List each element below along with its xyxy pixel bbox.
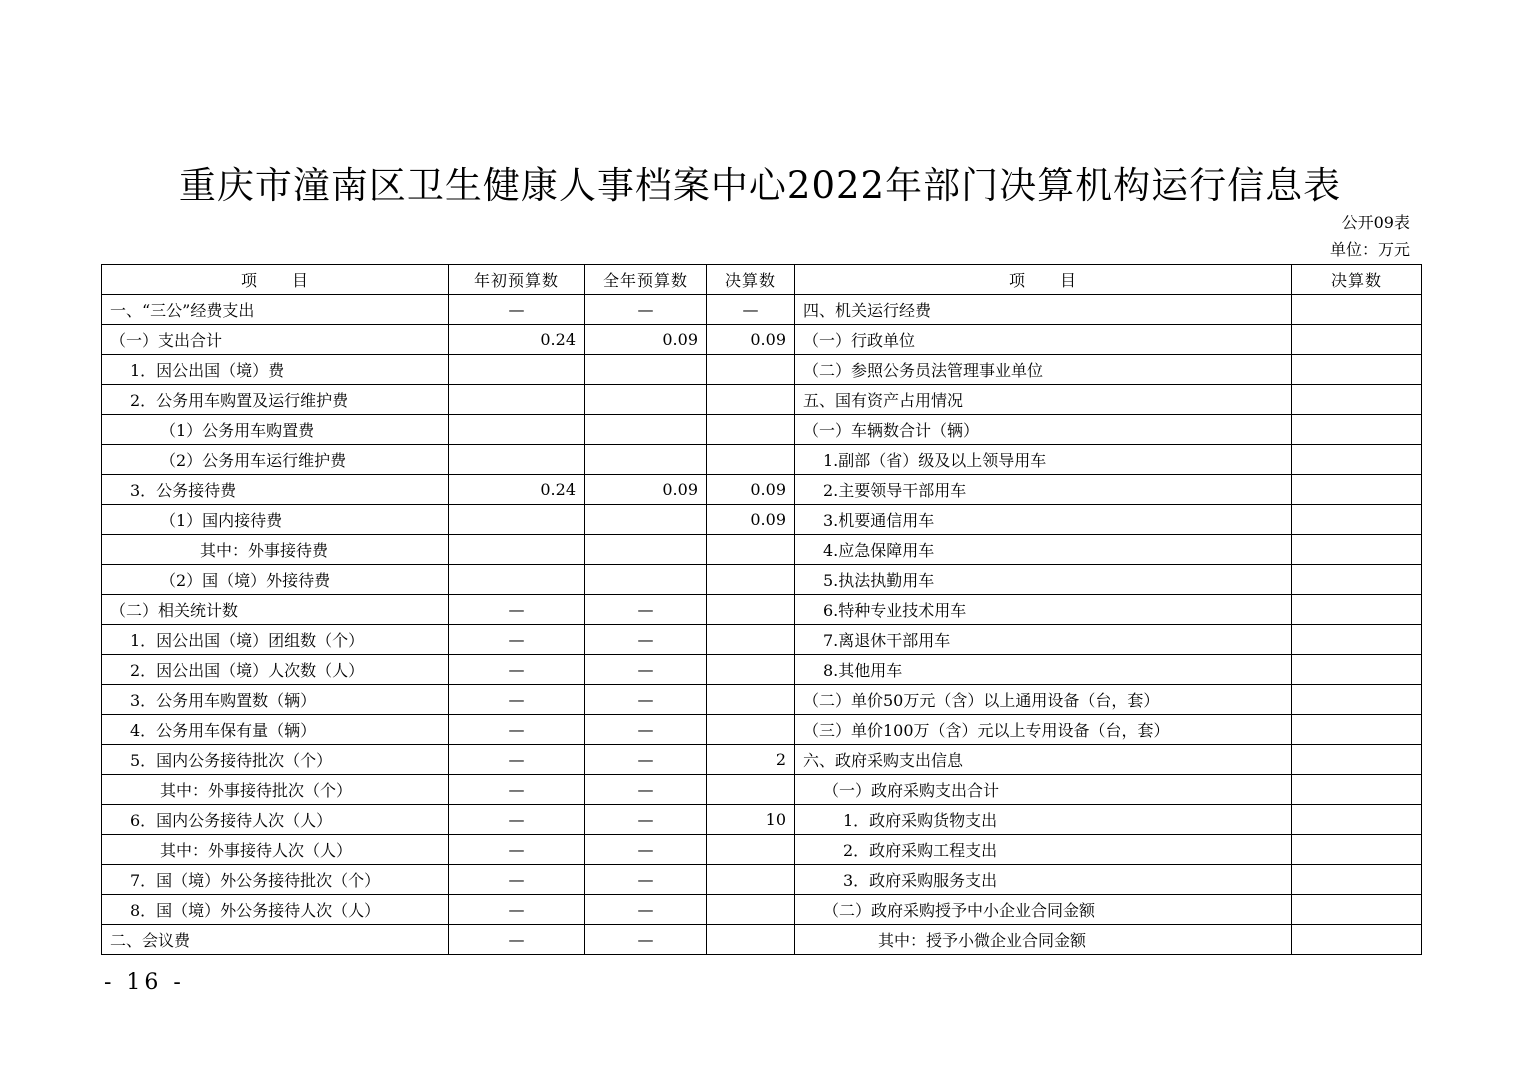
row-final-2: [1292, 595, 1422, 625]
row-budget-full: —: [585, 805, 707, 835]
row-final-2: [1292, 775, 1422, 805]
table-row: [102, 445, 1422, 475]
row-budget-full: —: [585, 775, 707, 805]
row-budget-full: —: [585, 295, 707, 325]
row-item-label: 1．因公出国（境）费: [102, 355, 449, 385]
row-item-label: 1．因公出国（境）团组数（个）: [102, 625, 449, 655]
row-item-label-2: （三）单价100万（含）元以上专用设备（台，套）: [795, 715, 1292, 745]
row-item-label: 8．国（境）外公务接待人次（人）: [102, 895, 449, 925]
row-final-2: [1292, 295, 1422, 325]
header-final: 决算数: [707, 265, 795, 295]
row-budget-initial: —: [449, 595, 585, 625]
row-final-2: [1292, 715, 1422, 745]
table-header-row: [102, 265, 1422, 295]
row-final: —: [707, 295, 795, 325]
table-row: [102, 535, 1422, 565]
table-row: [102, 295, 1422, 325]
header-budget-initial: 年初预算数: [449, 265, 585, 295]
table-row: [102, 685, 1422, 715]
row-item-label: 其中：外事接待人次（人）: [102, 835, 449, 865]
row-final-2: [1292, 565, 1422, 595]
row-final: [707, 385, 795, 415]
row-final: [707, 775, 795, 805]
row-final-2: [1292, 445, 1422, 475]
table-row: [102, 925, 1422, 955]
row-final-2: [1292, 925, 1422, 955]
row-budget-full: [585, 415, 707, 445]
row-item-label: 5．国内公务接待批次（个）: [102, 745, 449, 775]
page-number: - 16 -: [104, 970, 185, 995]
row-item-label-2: （一）行政单位: [795, 325, 1292, 355]
row-final: [707, 565, 795, 595]
row-final: [707, 865, 795, 895]
row-item-label: （一）支出合计: [102, 325, 449, 355]
header-item: 项 目: [102, 265, 449, 295]
row-item-label-2: （二）参照公务员法管理事业单位: [795, 355, 1292, 385]
row-final-2: [1292, 865, 1422, 895]
row-item-label: （1）公务用车购置费: [102, 415, 449, 445]
row-budget-initial: —: [449, 925, 585, 955]
table-row: [102, 385, 1422, 415]
row-item-label-2: （二）单价50万元（含）以上通用设备（台，套）: [795, 685, 1292, 715]
row-final-2: [1292, 325, 1422, 355]
row-final: [707, 685, 795, 715]
row-item-label: （2）公务用车运行维护费: [102, 445, 449, 475]
row-budget-full: —: [585, 655, 707, 685]
row-final: 0.09: [707, 325, 795, 355]
row-budget-initial: [449, 445, 585, 475]
table-row: [102, 895, 1422, 925]
row-final-2: [1292, 745, 1422, 775]
row-budget-full: [585, 355, 707, 385]
row-budget-initial: —: [449, 655, 585, 685]
row-item-label-2: 六、政府采购支出信息: [795, 745, 1292, 775]
table-row: [102, 655, 1422, 685]
row-budget-full: [585, 385, 707, 415]
table-row: [102, 715, 1422, 745]
row-budget-full: —: [585, 685, 707, 715]
row-item-label: 3．公务用车购置数（辆）: [102, 685, 449, 715]
row-item-label-2: 3.机要通信用车: [795, 505, 1292, 535]
row-item-label: （1）国内接待费: [102, 505, 449, 535]
row-budget-initial: —: [449, 715, 585, 745]
row-budget-initial: 0.24: [449, 475, 585, 505]
row-budget-initial: —: [449, 865, 585, 895]
row-final-2: [1292, 805, 1422, 835]
row-budget-full: [585, 445, 707, 475]
row-item-label: 2．公务用车购置及运行维护费: [102, 385, 449, 415]
row-item-label-2: （一）政府采购支出合计: [795, 775, 1292, 805]
row-budget-initial: —: [449, 895, 585, 925]
row-final: [707, 535, 795, 565]
row-item-label-2: 其中：授予小微企业合同金额: [795, 925, 1292, 955]
row-item-label: 一、“三公”经费支出: [102, 295, 449, 325]
row-budget-initial: —: [449, 295, 585, 325]
row-budget-full: —: [585, 835, 707, 865]
row-final: [707, 445, 795, 475]
row-final: 0.09: [707, 475, 795, 505]
row-budget-initial: [449, 565, 585, 595]
row-item-label: 7．国（境）外公务接待批次（个）: [102, 865, 449, 895]
row-budget-initial: —: [449, 625, 585, 655]
row-final: [707, 835, 795, 865]
row-final: 0.09: [707, 505, 795, 535]
row-item-label-2: 2．政府采购工程支出: [795, 835, 1292, 865]
row-item-label: （2）国（境）外接待费: [102, 565, 449, 595]
row-final: [707, 625, 795, 655]
row-budget-initial: [449, 355, 585, 385]
row-budget-full: —: [585, 595, 707, 625]
row-final: [707, 895, 795, 925]
row-final: 2: [707, 745, 795, 775]
row-final-2: [1292, 655, 1422, 685]
row-item-label-2: （二）政府采购授予中小企业合同金额: [795, 895, 1292, 925]
row-item-label-2: 4.应急保障用车: [795, 535, 1292, 565]
unit-label: 单位：万元: [1329, 240, 1410, 259]
row-final: 10: [707, 805, 795, 835]
row-item-label-2: 3．政府采购服务支出: [795, 865, 1292, 895]
row-item-label: 6．国内公务接待人次（人）: [102, 805, 449, 835]
row-final-2: [1292, 835, 1422, 865]
row-budget-full: [585, 535, 707, 565]
row-final-2: [1292, 535, 1422, 565]
row-budget-full: [585, 505, 707, 535]
header-final-2: 决算数: [1292, 265, 1422, 295]
row-budget-initial: [449, 535, 585, 565]
table-row: [102, 775, 1422, 805]
row-item-label: 其中：外事接待批次（个）: [102, 775, 449, 805]
row-budget-full: —: [585, 865, 707, 895]
table-row: [102, 595, 1422, 625]
table-row: [102, 475, 1422, 505]
row-item-label-2: 五、国有资产占用情况: [795, 385, 1292, 415]
table-row: [102, 835, 1422, 865]
header-budget-full: 全年预算数: [585, 265, 707, 295]
table-code: 公开09表: [1341, 213, 1410, 232]
row-final-2: [1292, 895, 1422, 925]
row-final-2: [1292, 625, 1422, 655]
row-item-label-2: 1.副部（省）级及以上领导用车: [795, 445, 1292, 475]
row-item-label-2: 四、机关运行经费: [795, 295, 1292, 325]
row-final: [707, 715, 795, 745]
row-budget-initial: —: [449, 835, 585, 865]
row-final: [707, 925, 795, 955]
row-item-label-2: 1．政府采购货物支出: [795, 805, 1292, 835]
row-budget-initial: —: [449, 775, 585, 805]
row-budget-initial: [449, 385, 585, 415]
row-budget-full: —: [585, 745, 707, 775]
row-item-label-2: 8.其他用车: [795, 655, 1292, 685]
row-item-label-2: 7.离退休干部用车: [795, 625, 1292, 655]
row-item-label-2: 6.特种专业技术用车: [795, 595, 1292, 625]
table-row: [102, 415, 1422, 445]
row-final-2: [1292, 685, 1422, 715]
row-final: [707, 415, 795, 445]
row-item-label-2: （一）车辆数合计（辆）: [795, 415, 1292, 445]
row-item-label-2: 5.执法执勤用车: [795, 565, 1292, 595]
row-budget-full: [585, 565, 707, 595]
table-row: [102, 565, 1422, 595]
row-budget-initial: [449, 505, 585, 535]
row-item-label: 3．公务接待费: [102, 475, 449, 505]
row-final: [707, 655, 795, 685]
row-final-2: [1292, 355, 1422, 385]
row-item-label: 4．公务用车保有量（辆）: [102, 715, 449, 745]
row-budget-full: 0.09: [585, 325, 707, 355]
header-item-2: 项 目: [795, 265, 1292, 295]
row-final: [707, 595, 795, 625]
row-budget-initial: —: [449, 805, 585, 835]
table-row: [102, 325, 1422, 355]
table-row: [102, 625, 1422, 655]
document-title: 重庆市潼南区卫生健康人事档案中心2022年部门决算机构运行信息表: [178, 164, 1342, 207]
row-item-label: （二）相关统计数: [102, 595, 449, 625]
row-budget-initial: [449, 415, 585, 445]
row-budget-full: —: [585, 715, 707, 745]
table-body: [102, 295, 1422, 955]
row-final-2: [1292, 475, 1422, 505]
row-budget-full: 0.09: [585, 475, 707, 505]
row-budget-full: —: [585, 895, 707, 925]
row-budget-initial: —: [449, 685, 585, 715]
row-final-2: [1292, 505, 1422, 535]
row-budget-initial: —: [449, 745, 585, 775]
row-budget-full: —: [585, 625, 707, 655]
row-final-2: [1292, 385, 1422, 415]
table-row: [102, 745, 1422, 775]
table-row: [102, 505, 1422, 535]
row-budget-initial: 0.24: [449, 325, 585, 355]
row-item-label-2: 2.主要领导干部用车: [795, 475, 1292, 505]
row-item-label: 其中：外事接待费: [102, 535, 449, 565]
row-item-label: 2．因公出国（境）人次数（人）: [102, 655, 449, 685]
expense-table: [101, 264, 1422, 955]
table-row: [102, 355, 1422, 385]
table-row: [102, 805, 1422, 835]
row-final: [707, 355, 795, 385]
row-final-2: [1292, 415, 1422, 445]
table-row: [102, 865, 1422, 895]
row-budget-full: —: [585, 925, 707, 955]
row-item-label: 二、会议费: [102, 925, 449, 955]
